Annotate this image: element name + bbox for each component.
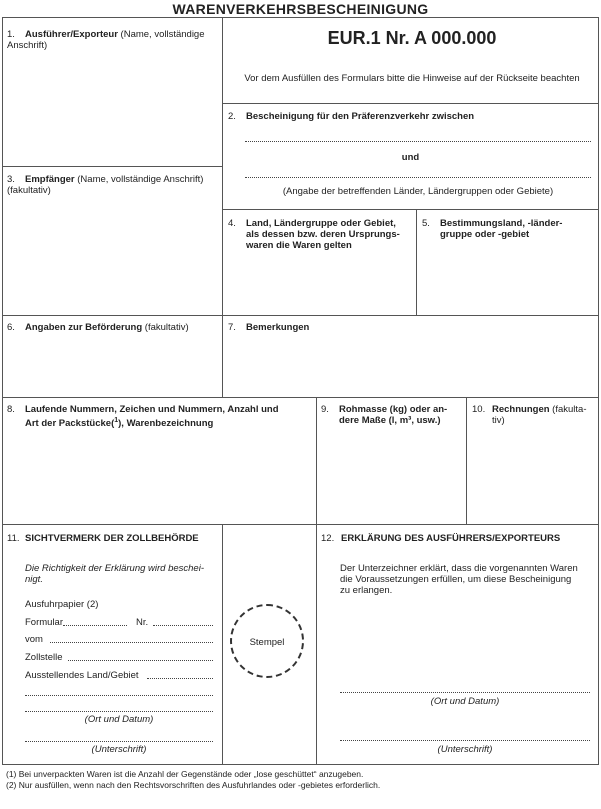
hint-text: Vor dem Ausfüllen des Formulars bitte die Hinweise auf der Rückseite beachten [244,73,580,84]
stamp-label: Stempel [249,637,285,648]
field1-label: 1. Ausführer/Exporteur (Name, vollständige Anschrift) [7,29,205,51]
divider [2,166,222,167]
field11-statement: Die Richtigkeit der Erklärung wird beschei- nigt. [25,563,204,585]
divider [222,103,599,104]
divider [466,397,467,524]
field12-unterschrift-line[interactable] [340,740,590,741]
footnote-2: (2) Nur ausfüllen, wenn nach den Rechtsvorschriften des Ausfuhrlandes oder -gebietes erforderlich. [6,780,381,790]
vom-label: vom [25,634,43,645]
divider [316,524,317,764]
field5-label: 5. Bestimmungsland, -länder- gruppe oder -gebiet [422,218,563,240]
nr-field[interactable] [153,625,213,626]
field4-label: 4. Land, Ländergruppe oder Gebiet, als dessen bzw. deren Ursprungs- waren die Waren gelten [228,218,400,251]
ausstellendes-label: Ausstellendes Land/Gebiet [25,670,139,681]
document-number: EUR.1 Nr. A 000.000 [327,28,497,48]
divider [2,397,599,398]
form-title: WARENVERKEHRSBESCHEINIGUNG [172,1,429,17]
field3-label: 3. Empfänger (Name, vollständige Anschrift) (fakultativ) [7,174,204,196]
field2-line1[interactable] [245,141,591,142]
ausstellendes-field[interactable] [147,678,213,679]
field2-label: 2. Bescheinigung für den Präferenzverkehr zwischen [228,111,475,122]
divider [222,17,223,397]
field2-note: (Angabe der betreffenden Länder, Ländergruppen oder Gebiete) [282,186,554,197]
field12-label: 12. ERKLÄRUNG DES AUSFÜHRERS/EXPORTEURS [321,533,561,544]
field11-ort-datum: (Ort und Datum) [84,714,154,725]
field2-line2[interactable] [245,177,591,178]
vom-field[interactable] [50,642,213,643]
field11-unterschrift-line[interactable] [25,741,213,742]
field12-ort-datum: (Ort und Datum) [430,696,500,707]
field2-und: und [401,152,420,163]
field11-unterschrift: (Unterschrift) [91,744,147,755]
field12-ort-datum-line[interactable] [340,692,590,693]
field12-declaration: Der Unterzeichner erklärt, dass die vorgenannten Waren die Voraussetzungen erfüllen, um diese Bescheinigung zu erlangen. [340,563,578,596]
field8-label: 8. Laufende Nummern, Zeichen und Nummern, Anzahl und Art der Packstücke($^1$), Warenbezeichnung [7,404,279,430]
field11-line-a[interactable] [25,695,213,696]
formular-label: Formular [25,617,64,628]
field7-label: 7. Bemerkungen [228,322,310,333]
divider [222,524,223,764]
field9-label: 9. Rohmasse (kg) oder an- dere Maße (l, m³, usw.) [321,404,448,426]
divider [222,209,599,210]
field10-label: 10. Rechnungen (fakulta- tiv) [472,404,587,426]
ausfuhrpapier-label: Ausfuhrpapier (2) [25,599,99,610]
field11-ort-datum-line[interactable] [25,711,213,712]
divider [2,524,599,525]
zollstelle-label: Zollstelle [25,652,63,663]
divider [2,315,599,316]
footnote-1: (1) Bei unverpackten Waren ist die Anzahl der Gegenstände oder „lose geschüttet“ anzugeben. [6,769,364,779]
field11-label: 11. SICHTVERMERK DER ZOLLBEHÖRDE [7,533,199,544]
formular-field[interactable] [63,625,127,626]
zollstelle-field[interactable] [68,660,213,661]
divider [416,209,417,315]
nr-label: Nr. [136,617,149,628]
field6-label: 6. Angaben zur Beförderung (fakultativ) [7,322,189,333]
divider [316,397,317,524]
field12-unterschrift: (Unterschrift) [437,744,493,755]
